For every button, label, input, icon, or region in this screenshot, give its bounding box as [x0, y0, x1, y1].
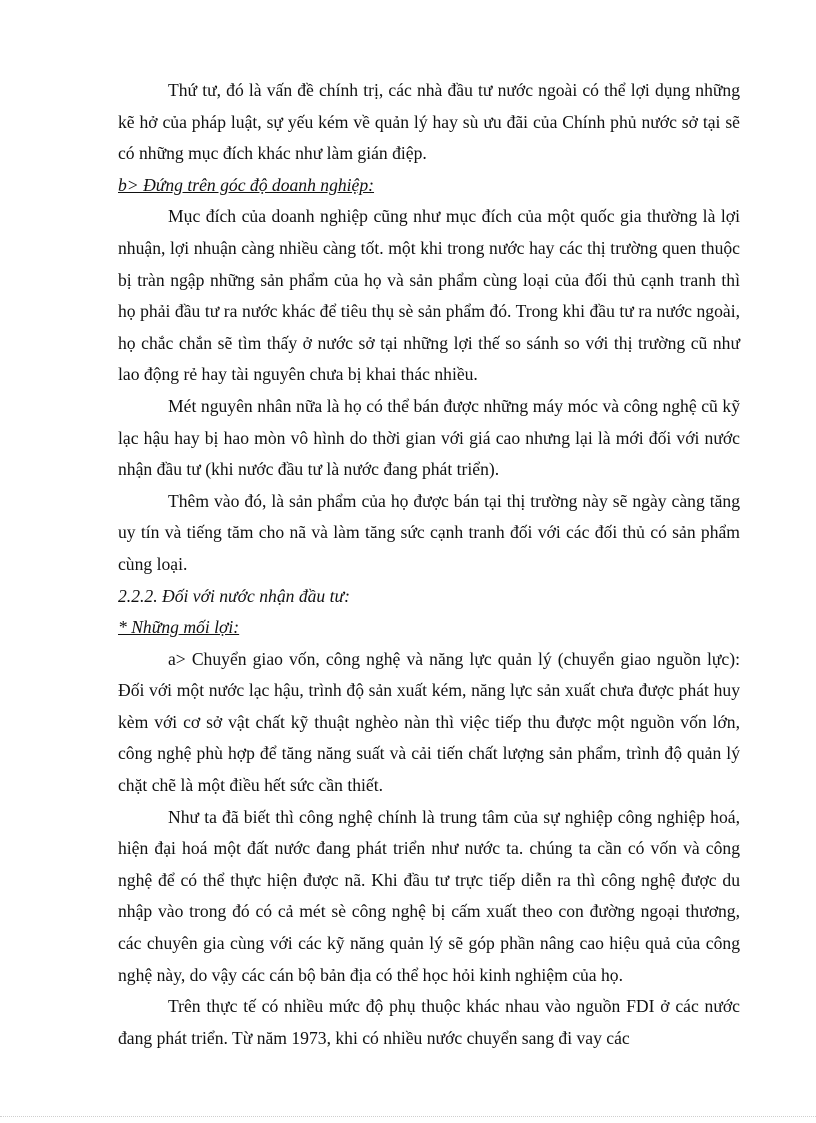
paragraph-obsolete-technology: Mét nguyên nhân nữa là họ có thể bán được những máy móc và công nghệ cũ kỹ lạc hậu hay bị hao mòn vô hình do thời gian với giá cao nhưng lại là mới đối với nước nhận đầu tư (khi nước đầu tư là nước đang phát triển). [118, 395, 740, 480]
document-page [118, 0, 740, 1054]
page-bottom-rule [0, 1116, 816, 1117]
heading-host-country: 2.2.2. Đối với nước nhận đầu tư: [118, 585, 350, 606]
paragraph-technology-center: Như ta đã biết thì công nghệ chính là trung tâm của sự nghiệp công nghiệp hoá, hiện đại hoá một đất nước đang phát triển như nước ta. chúng ta cần có vốn và công nghệ để có thể thực hiện được nã. Khi đầu tư trực tiếp diễn ra thì công nghệ được du nhập vào trong đó có cả mét sè công nghệ bị cấm xuất theo con đường ngoại thương, các chuyên gia cùng với các kỹ năng quản lý sẽ góp phần nâng cao hiệu quả của công nghệ này, do vậy các cán bộ bản địa có thể học hỏi kinh nghiệm của họ. [118, 806, 740, 985]
paragraph-political-risk: Thứ tư, đó là vấn đề chính trị, các nhà đầu tư nước ngoài có thể lợi dụng những kẽ hở của pháp luật, sự yếu kém về quản lý hay sù ưu đãi của Chính phủ nước sở tại sẽ có những mục đích khác như làm gián điệp. [118, 80, 740, 164]
paragraph-profit-motive: Mục đích của doanh nghiệp cũng như mục đích của một quốc gia thường là lợi nhuận, lợi nhuận càng nhiều càng tốt. một khi trong nước hay các thị trường quen thuộc bị tràn ngập những sản phẩm của họ và sản phẩm cùng loại của đối thủ cạnh tranh thì họ phải đầu tư ra nước khác để tiêu thụ sè sản phẩm đó. Trong khi đầu tư ra nước ngoài, họ chắc chắn sẽ tìm thấy ở nước sở tại những lợi thế so sánh so với thị trường cũ như lao động rẻ hay tài nguyên chưa bị khai thác nhiều. [118, 206, 740, 385]
paragraph-fdi-dependence: Trên thực tế có nhiều mức độ phụ thuộc khác nhau vào nguồn FDI ở các nước đang phát triển. Từ năm 1973, khi có nhiều nước chuyển sang đi vay các [118, 996, 740, 1048]
paragraph-reputation: Thêm vào đó, là sản phẩm của họ được bán tại thị trường này sẽ ngày càng tăng uy tín và tiếng tăm cho nã và làm tăng sức cạnh tranh đối với các đối thủ có sản phẩm cùng loại. [118, 490, 740, 574]
heading-benefits: * Những mối lợi: [118, 617, 240, 638]
heading-enterprise-perspective: b> Đứng trên góc độ doanh nghiệp: [118, 174, 375, 195]
paragraph-resource-transfer: a> Chuyển giao vốn, công nghệ và năng lực quản lý (chuyển giao nguồn lực): Đối với một nước lạc hậu, trình độ sản xuất kém, năng lực sản xuất chưa được phát huy kèm với cơ sở vật chất kỹ thuật nghèo nàn thì việc tiếp thu được một nguồn vốn lớn, công nghệ phù hợp để tăng năng suất và cải tiến chất lượng sản phẩm, trình độ quản lý chặt chẽ là một điều hết sức cần thiết. [118, 648, 740, 796]
